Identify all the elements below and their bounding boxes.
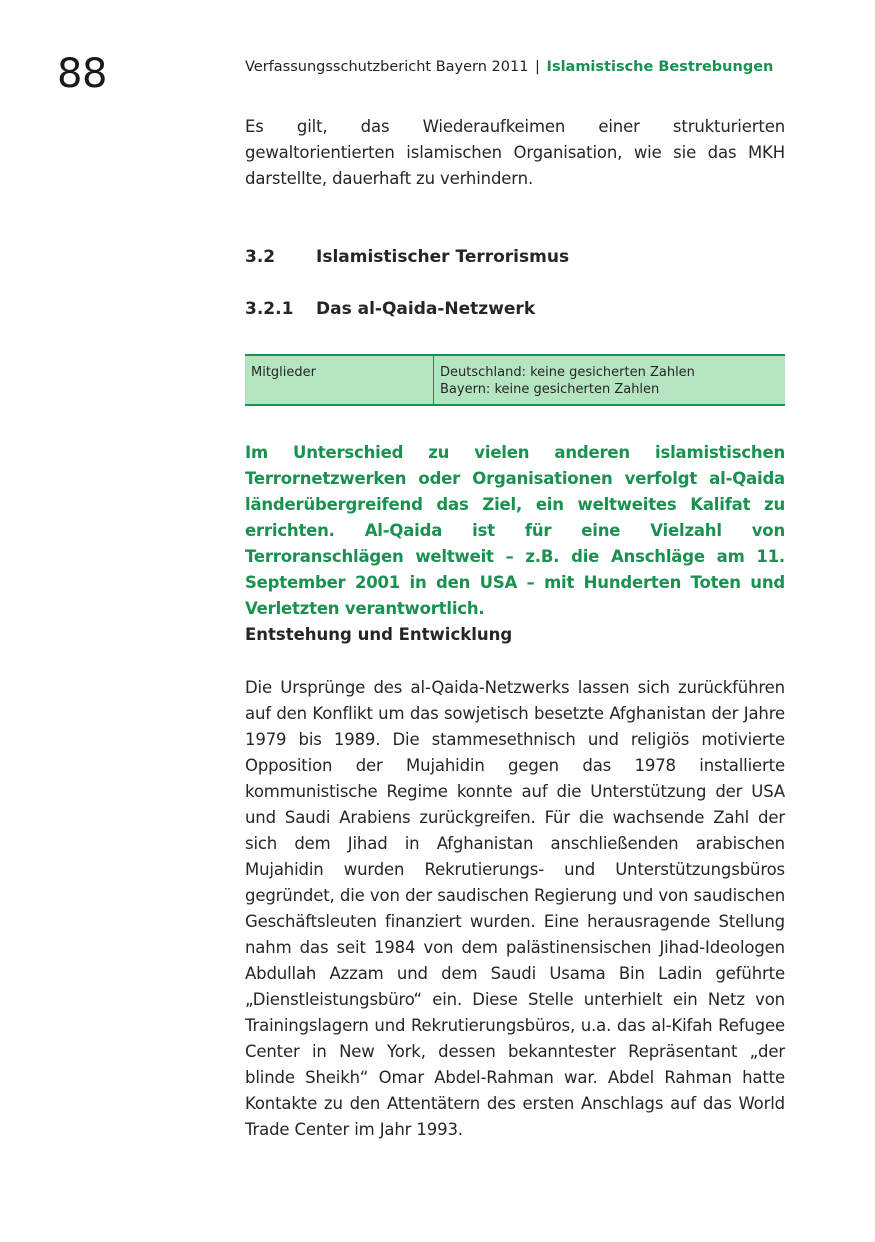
lead-paragraph: Im Unterschied zu vielen anderen islamistischen Terrornetzwerken oder Organisationen verfolgt al-Qaida länderübergreifend das Ziel, ein weltweites Kalifat zu errichten. Al-Qaida ist für eine Vielzahl von Terroranschlägen weltweit – z.B. die Anschläge am 11. September 2001 in den USA – mit Hunderten Toten und Verletzten verantwortlich.: [245, 443, 785, 618]
section-title: Islamistische Bestrebungen: [546, 59, 774, 75]
running-header: [245, 57, 773, 77]
members-values: [434, 356, 785, 404]
heading-3-2-1-title: Das al-Qaida-Netzwerk: [316, 299, 536, 319]
main-paragraph: Die Ursprünge des al-Qaida-Netzwerks lassen sich zurückführen auf den Konflikt um das sowjetisch besetzte Afghanistan der Jahre 1979 bis 1989. Die stammesethnisch und religiös motivierte Opposition der Mujahidin gegen das 1978 installierte kommunistische Regime konnte auf die Unterstützung der USA und Saudi Arabiens zurückgreifen. Für die wachsende Zahl der sich dem Jihad in Afghanistan anschließenden arabischen Mujahidin wurden Rekrutierungs- und Unterstützungsbüros gegründet, die von der saudischen Regierung und von saudischen Geschäftsleuten finanziert wurden. Eine herausragende Stellung nahm das seit 1984 von dem palästinensischen Jihad-Ideologen Abdullah Azzam und dem Saudi Usama Bin Ladin geführte „Dienstleistungsbüro“ ein. Diese Stelle unterhielt ein Netz von Trainingslagern und Rekrutierungsbüros, u.a. das al-Kifah Refugee Center in New York, dessen bekanntester Repräsentant „der blinde Sheikh“ Omar Abdel-Rahman war. Abdel Rahman hatte Kontakte zu den Attentätern des ersten Anschlags auf das World Trade Center im Jahr 1993.: [245, 678, 785, 1139]
page-number: 88: [57, 51, 107, 97]
heading-3-2-1-number: 3.2.1: [245, 299, 294, 319]
members-label: Mitglieder: [245, 356, 434, 404]
header-separator: |: [535, 59, 540, 75]
heading-3-2: [245, 245, 785, 269]
heading-3-2-title: Islamistischer Terrorismus: [316, 247, 570, 267]
publication-title: Verfassungsschutzbericht Bayern 2011: [245, 59, 529, 75]
members-value-germany: Deutschland: keine gesicherten Zahlen: [440, 365, 695, 380]
members-info-table: [245, 354, 785, 406]
heading-3-2-number: 3.2: [245, 247, 276, 267]
heading-3-2-1: [245, 297, 785, 321]
members-value-bavaria: Bayern: keine gesicherten Zahlen: [440, 382, 660, 397]
subheading: Entstehung und Entwicklung: [245, 625, 513, 644]
intro-paragraph: Es gilt, das Wiederaufkeimen einer strukturierten gewaltorientierten islamischen Organisation, wie sie das MKH darstellte, dauerhaft zu verhindern.: [245, 117, 785, 188]
